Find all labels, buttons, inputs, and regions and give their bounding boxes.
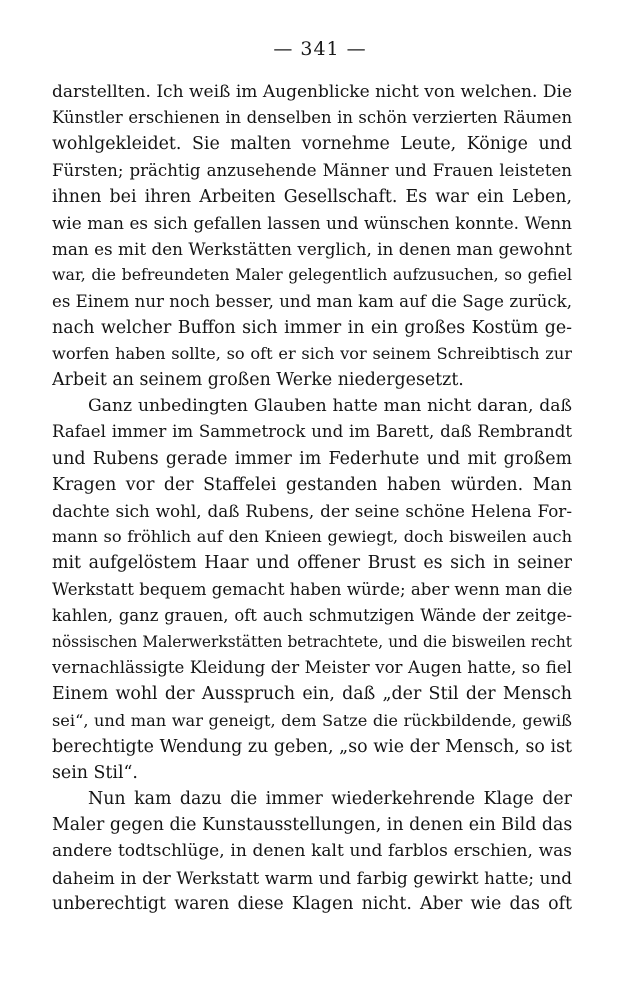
text-line: Arbeit an seinem großen Werke niedergesetzt. [52,370,464,391]
text-line: Fürsten; prächtig anzusehende Männer und Frauen leisteten [52,160,572,180]
text-line: Kragen vor der Staffelei gestanden haben würden. Man [52,474,572,495]
text-line: es Einem nur noch besser, und man kam auf die Sage zurück, [52,291,572,311]
text-line: Werkstatt bequem gemacht haben würde; aber wenn man die [52,579,572,599]
text-line: unberechtigt waren diese Klagen nicht. Aber wie das oft [52,893,572,914]
paragraph [52,393,572,786]
text-line: Rafael immer im Sammetrock und im Barett, daß Rembrandt [52,422,572,442]
text-line: worfen haben sollte, so oft er sich vor seinem Schreibtisch zur [52,343,572,363]
text-line: sein Stil“. [52,762,138,783]
paragraph [52,786,572,917]
text-line: und Rubens gerade immer im Federhute und mit großem [52,448,572,469]
text-line: wie man es sich gefallen lassen und wünschen konnte. Wenn [52,212,572,233]
text-line: daheim in der Werkstatt warm und farbig gewirkt hatte; und [52,867,572,888]
body-text [52,79,572,917]
text-line: Ganz unbedingten Glauben hatte man nicht daran, daß [88,396,572,417]
page-number: — 341 — [273,38,367,60]
text-line: dachte sich wohl, daß Rubens, der seine schöne Helena For- [52,501,572,521]
text-line: sei“, und man war geneigt, dem Satze die rückbildende, gewiß [52,710,572,730]
text-line: vernachlässigte Kleidung der Meister vor Augen hatte, so fiel [52,658,572,678]
text-line: berechtigte Wendung zu geben, „so wie der Mensch, so ist [52,736,572,757]
text-line: Nun kam dazu die immer wiederkehrende Klage der [88,789,572,810]
text-line: man es mit den Werkstätten verglich, in denen man gewohnt [52,239,572,260]
text-line: darstellten. Ich weiß im Augenblicke nicht von welchen. Die [52,82,572,102]
text-line: nach welcher Buffon sich immer in ein großes Kostüm ge- [52,317,572,338]
text-line: Maler gegen die Kunstausstellungen, in denen ein Bild das [52,815,572,836]
text-line: mit aufgelöstem Haar und offener Brust es sich in seiner [52,553,572,574]
text-line: nössischen Malerwerkstätten betrachtete, und die bisweilen recht [52,632,572,651]
paragraph [52,79,572,393]
text-line: mann so fröhlich auf den Knieen gewiegt, doch bisweilen auch [52,527,572,547]
text-line: wohlgekleidet. Sie malten vornehme Leute, Könige und [52,134,572,155]
text-line: ihnen bei ihren Arbeiten Gesellschaft. Es war ein Leben, [52,186,572,207]
text-line: andere todtschlüge, in denen kalt und farblos erschien, was [52,841,572,862]
text-line: war, die befreundeten Maler gelegentlich aufzusuchen, so gefiel [52,265,572,285]
text-line: kahlen, ganz grauen, oft auch schmutzigen Wände der zeitge- [52,605,572,625]
text-line: Einem wohl der Ausspruch ein, daß „der Stil der Mensch [52,684,572,705]
text-line: Künstler erschienen in denselben in schön verzierten Räumen [52,108,572,128]
